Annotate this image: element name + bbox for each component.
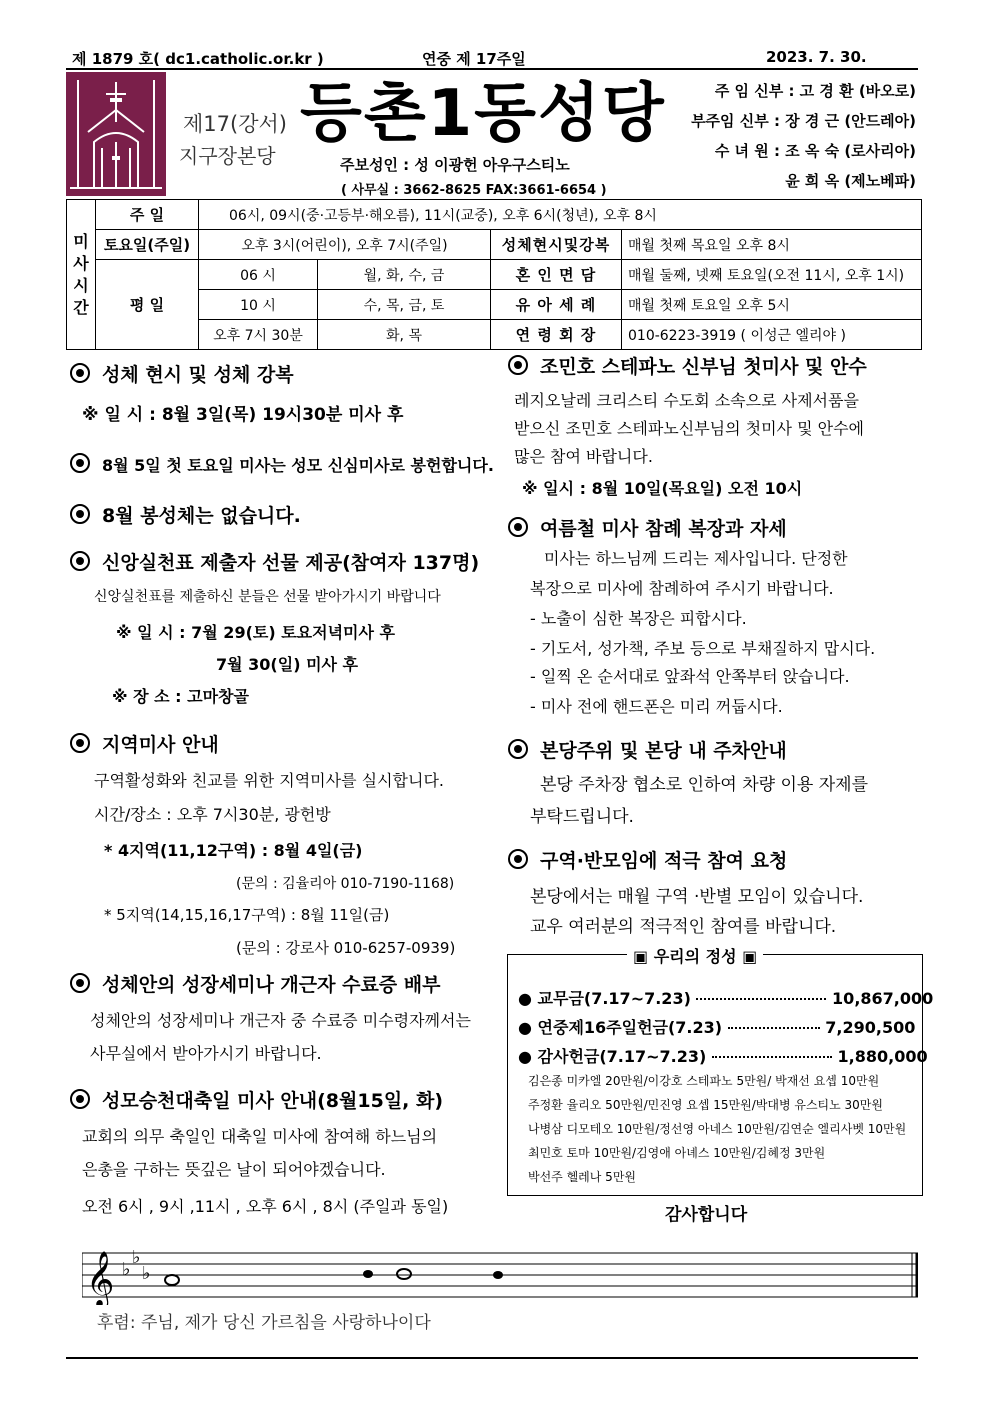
region4-date: * 4지역(11,12구역) : 8월 4일(금): [104, 841, 363, 860]
bullet-icon: [70, 733, 90, 753]
bullet-icon: [508, 355, 528, 375]
weekday-time: 10 시: [199, 290, 318, 320]
weekday-label: 평 일: [96, 260, 199, 350]
bullet-icon: [508, 739, 528, 759]
assumption-desc1: 교회의 의무 축일인 대축일 미사에 참여해 하느님의: [82, 1127, 438, 1146]
first-mass-desc2: 받으신 조민호 스테파노신부님의 첫미사 및 안수에: [514, 419, 865, 438]
faith-practice-desc: 신앙실천표를 제출하신 분들은 선물 받아가시기 바랍니다: [94, 589, 441, 605]
parking-desc2: 부탁드립니다.: [530, 807, 634, 827]
mass-schedule-table: [66, 199, 922, 350]
parking-desc1: 본당 주차장 협소로 인하여 차량 이용 자제를: [540, 775, 869, 795]
funeral-committee-value: 010-6223-3919 ( 이성근 엘리야 ): [622, 320, 922, 350]
weekday-time: 오후 7시 30분: [199, 320, 318, 350]
weekday-days: 수, 목, 금, 토: [318, 290, 491, 320]
offering-row-dues: ● 교무금(7.17~7.23) 10,867,000: [518, 989, 934, 1008]
marriage-label: 혼 인 면 담: [491, 260, 622, 290]
section-summer-attire-title: 여름철 미사 참례 복장과 자세: [508, 514, 787, 541]
thanks-text: 감사합니다: [665, 1205, 748, 1225]
mass-time-label: 미 사 시 간: [67, 200, 96, 350]
svg-text:♭: ♭: [132, 1249, 141, 1268]
seminar-desc2: 사무실에서 받아가시기 바랍니다.: [90, 1044, 322, 1063]
office-contact: ( 사무실 : 3662-8625 FAX:3661-6654 ): [341, 183, 607, 198]
district-meeting-desc1: 본당에서는 매월 구역 ·반별 모임이 있습니다.: [530, 887, 864, 907]
funeral-committee-label: 연 령 회 장: [491, 320, 622, 350]
convent-sister-1: 수 녀 원 : 조 옥 숙 (로사리아): [714, 142, 916, 160]
summer-attire-desc2: 복장으로 미사에 참례하여 주시기 바랍니다.: [530, 579, 834, 598]
baptism-value: 매월 첫째 토요일 오후 5시: [622, 290, 922, 320]
marriage-value: 매월 둘째, 넷째 토요일(오전 11시, 오후 1시): [622, 260, 922, 290]
sunday-label: 주 일: [96, 200, 199, 230]
section-seminar-title: 성체안의 성장세미나 개근자 수료증 배부: [70, 970, 440, 997]
adoration-time: ※ 일 시 : 8월 3일(목) 19시30분 미사 후: [82, 405, 404, 425]
section-district-meeting-title: 구역·반모임에 적극 참여 요청: [508, 846, 787, 873]
seminar-desc1: 성체안의 성장세미나 개근자 중 수료증 미수령자께서는: [90, 1011, 471, 1030]
section-parking-title: 본당주위 및 본당 내 주차안내: [508, 736, 787, 763]
regional-mass-desc: 구역활성화와 친교를 위한 지역미사를 실시합니다.: [94, 771, 445, 790]
liturgical-week: 연중 제 17주일: [422, 50, 526, 68]
church-logo: [66, 72, 166, 196]
bullet-icon: [70, 453, 90, 473]
adoration-label: 성체현시및강복: [491, 230, 622, 260]
faith-practice-place: ※ 장 소 : 고마창골: [112, 687, 249, 706]
section-faith-practice-title: 신앙실천표 제출자 선물 제공(참여자 137명): [70, 548, 479, 575]
bullet-icon: [508, 849, 528, 869]
region5-contact: (문의 : 강로사 010-6257-0939): [236, 939, 456, 957]
section-first-saturday: 8월 5일 첫 토요일 미사는 성모 신심미사로 봉헌합니다.: [70, 453, 494, 476]
svg-text:♭: ♭: [122, 1259, 131, 1280]
saturday-label: 토요일(주일): [96, 230, 199, 260]
attire-rule2: - 기도서, 성가책, 주보 등으로 부채질하지 맙시다.: [530, 639, 876, 658]
attire-rule1: - 노출이 심한 복장은 피합시다.: [530, 609, 747, 628]
bullet-icon: [508, 517, 528, 537]
district-meeting-desc2: 교우 여러분의 적극적인 참여를 바랍니다.: [530, 917, 837, 937]
bullet-icon: [70, 551, 90, 571]
donor-line: 박선주 헬레나 5만원: [528, 1170, 637, 1184]
svg-text:♭: ♭: [142, 1263, 151, 1284]
first-mass-desc3: 많은 참여 바랍니다.: [514, 447, 653, 466]
bullet-icon: [70, 504, 90, 524]
baptism-label: 유 아 세 례: [491, 290, 622, 320]
faith-practice-date2: 7월 30(일) 미사 후: [216, 655, 359, 674]
section-communion-sick: 8월 봉성체는 없습니다.: [70, 501, 301, 528]
saturday-times: 오후 3시(어린이), 오후 7시(주일): [199, 230, 491, 260]
associate-pastor: 부주임 신부 : 장 경 근 (안드레아): [691, 112, 916, 130]
summer-attire-desc1: 미사는 하느님께 드리는 제사입니다. 단정한: [544, 549, 848, 568]
offering-row-sunday: ● 연중제16주일헌금(7.23) 7,290,500: [518, 1018, 916, 1037]
bullet-icon: [70, 1089, 90, 1109]
bottom-divider: [66, 1357, 918, 1359]
church-name: 등촌1동성당: [300, 77, 666, 151]
regional-mass-place: 시간/장소 : 오후 7시30분, 광헌방: [94, 805, 331, 824]
patron-saint: 주보성인 : 성 이광헌 아우구스티노: [340, 156, 570, 174]
music-notation-icon: [82, 1249, 918, 1305]
weekday-time: 06 시: [199, 260, 318, 290]
assumption-times: 오전 6시 , 9시 ,11시 , 오후 6시 , 8시 (주일과 동일): [82, 1197, 449, 1216]
svg-text:𝄞: 𝄞: [86, 1251, 115, 1305]
section-regional-mass-title: 지역미사 안내: [70, 730, 219, 757]
pastor: 주 임 신부 : 고 경 환 (바오로): [714, 82, 916, 100]
music-staff: [82, 1249, 918, 1305]
bullet-icon: [70, 973, 90, 993]
attire-rule4: - 미사 전에 핸드폰은 미리 꺼둡시다.: [530, 697, 783, 716]
section-first-mass-title: 조민호 스테파노 신부님 첫미사 및 안수: [508, 352, 867, 379]
donor-line: 김은종 미카엘 20만원/이강호 스테파노 5만원/ 박재선 요셉 10만원: [528, 1074, 880, 1088]
region4-contact: (문의 : 김율리아 010-7190-1168): [236, 876, 455, 892]
sunday-times: 06시, 09시(중·고등부·해오름), 11시(교중), 오후 6시(청년), 오후 8시: [199, 200, 922, 230]
bullet-icon: [70, 363, 90, 383]
weekday-days: 화, 목: [318, 320, 491, 350]
region5-date: * 5지역(14,15,16,17구역) : 8월 11일(금): [104, 906, 390, 924]
offering-row-thanks: ● 감사헌금(7.17~7.23) 1,880,000: [518, 1047, 928, 1066]
church-logo-icon: [66, 72, 166, 196]
section-assumption-title: 성모승천대축일 미사 안내(8월15일, 화): [70, 1086, 443, 1113]
issue-date: 2023. 7. 30.: [766, 48, 867, 66]
donor-line: 나병삼 디모테오 10만원/정선영 아네스 10만원/김연순 엘리사벳 10만원: [528, 1122, 907, 1136]
attire-rule3: - 일찍 온 순서대로 앞좌석 안쪽부터 앉습니다.: [530, 667, 850, 686]
faith-practice-date1: ※ 일 시 : 7월 29(토) 토요저녁미사 후: [116, 623, 395, 642]
district-line2: 지구장본당: [179, 144, 276, 168]
assumption-desc2: 은총을 구하는 뜻깊은 날이 되어야겠습니다.: [82, 1160, 386, 1179]
weekday-days: 월, 화, 수, 금: [318, 260, 491, 290]
donor-line: 주정환 율리오 50만원/민진영 요셉 15만원/박대병 유스티노 30만원: [528, 1098, 883, 1112]
adoration-value: 매월 첫째 목요일 오후 8시: [622, 230, 922, 260]
donor-line: 최민호 토마 10만원/김영애 아녜스 10만원/김혜정 3만원: [528, 1146, 826, 1160]
first-mass-time: ※ 일시 : 8월 10일(목요일) 오전 10시: [522, 479, 803, 498]
refrain-text: 후렴: 주님, 제가 당신 가르침을 사랑하나이다: [97, 1313, 431, 1333]
first-mass-desc1: 레지오날레 크리스티 수도회 소속으로 사제서품을: [514, 391, 859, 410]
convent-sister-2: 윤 희 옥 (제노베파): [785, 172, 916, 190]
district-line1: 제17(강서): [183, 112, 287, 136]
section-adoration-title: 성체 현시 및 성체 강복: [70, 360, 294, 387]
issue-number: 제 1879 호( dc1.catholic.or.kr ): [72, 50, 324, 68]
offering-title: ▣ 우리의 정성 ▣: [627, 944, 763, 967]
